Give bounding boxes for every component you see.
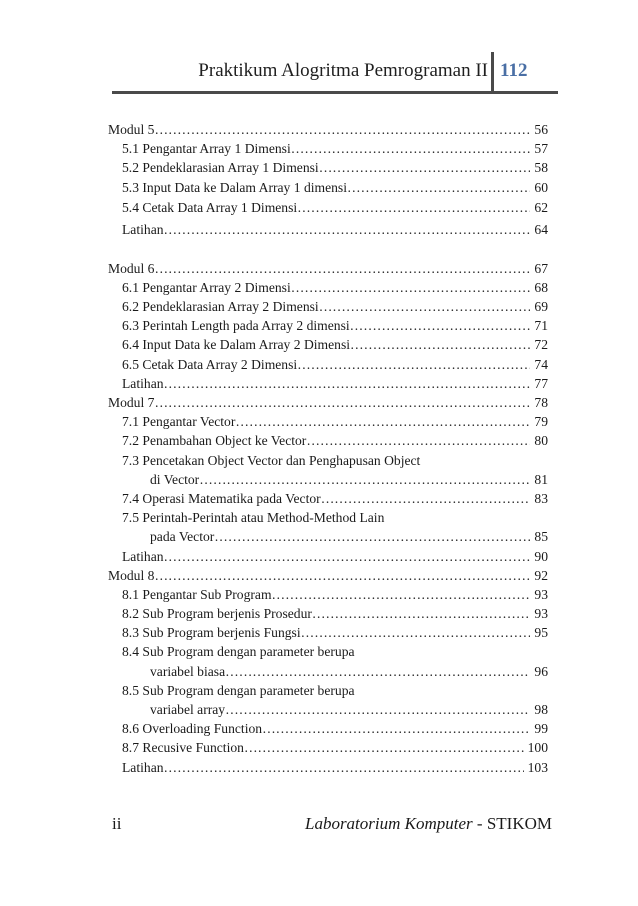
toc-entry-page: 81 <box>534 471 548 487</box>
toc-entry-page: 67 <box>534 260 548 276</box>
toc-entry-title: 8.6 Overloading Function <box>122 721 263 737</box>
toc-leader-dots <box>154 393 530 412</box>
toc-entry-title: 7.4 Operasi Matematika pada Vector <box>122 490 321 506</box>
toc-entry-title: 5.1 Pengantar Array 1 Dimensi <box>122 141 291 157</box>
toc-entry-title: 5.2 Pendeklarasian Array 1 Dimensi <box>122 160 319 176</box>
footer-separator: - <box>472 814 487 833</box>
toc-entry-page: 103 <box>527 759 548 775</box>
toc-leader-dots <box>291 278 531 297</box>
toc-gap <box>108 241 548 259</box>
toc-entry <box>108 508 548 527</box>
toc-leader-dots <box>272 585 531 604</box>
toc-entry-title: Latihan <box>122 548 164 564</box>
toc-entry <box>108 604 548 623</box>
toc-entry <box>108 393 548 412</box>
toc-entry <box>108 355 548 374</box>
toc-entry-page: 85 <box>534 529 548 545</box>
toc-entry-page: 83 <box>534 490 548 506</box>
toc-entry-title: Latihan <box>122 375 164 391</box>
toc-entry <box>108 719 548 738</box>
toc-entry-page: 72 <box>534 337 548 353</box>
toc-leader-dots <box>164 219 531 241</box>
toc-entry <box>108 316 548 335</box>
toc-entry-title: Latihan <box>122 221 164 237</box>
toc-entry <box>108 738 548 757</box>
footer-page-number: ii <box>112 814 122 833</box>
toc-entry-page: 99 <box>534 721 548 737</box>
toc-leader-dots <box>319 158 531 177</box>
toc-entry-title: Modul 5 <box>108 121 155 137</box>
toc-entry <box>108 566 548 585</box>
toc-entry <box>108 681 548 700</box>
toc-entry-page: 93 <box>534 606 548 622</box>
toc-entry-page: 64 <box>534 221 548 237</box>
toc-entry-title: 8.5 Sub Program dengan parameter berupa <box>122 682 355 698</box>
toc-entry-page: 62 <box>534 199 548 215</box>
toc-entry-title: variabel array <box>150 702 226 718</box>
toc-entry-title: 7.3 Pencetakan Object Vector dan Penghapusan Object <box>122 452 421 468</box>
toc-entry-title: Modul 7 <box>108 395 155 411</box>
toc-entry-title: variabel biasa <box>150 663 226 679</box>
header-rule <box>112 91 558 94</box>
toc-entry-page: 57 <box>534 141 548 157</box>
toc-entry-page: 60 <box>534 179 548 195</box>
toc-entry <box>108 585 548 604</box>
toc-entry-title: 7.2 Penambahan Object ke Vector <box>122 433 307 449</box>
toc-entry-page: 96 <box>534 663 548 679</box>
book-title: Praktikum Alogritma Pemrograman II <box>198 60 488 81</box>
toc-entry <box>108 412 548 431</box>
toc-entry <box>108 259 548 278</box>
toc-leader-dots <box>154 566 530 585</box>
toc-entry <box>108 219 548 241</box>
toc-leader-dots <box>164 758 524 777</box>
toc-leader-dots <box>306 431 530 450</box>
toc-entry <box>108 489 548 508</box>
toc-entry <box>108 662 548 681</box>
toc-leader-dots <box>301 623 531 642</box>
footer-lab-name <box>305 814 552 834</box>
table-of-contents <box>108 120 548 777</box>
toc-entry-page: 69 <box>534 299 548 315</box>
toc-entry-page: 78 <box>534 395 548 411</box>
toc-entry-title: pada Vector <box>150 529 215 545</box>
toc-leader-dots <box>214 527 530 546</box>
footer-lab-italic: Laboratorium Komputer <box>304 814 473 833</box>
toc-leader-dots <box>154 120 530 139</box>
toc-leader-dots <box>164 547 531 566</box>
toc-entry-page: 80 <box>534 433 548 449</box>
toc-leader-dots <box>199 470 530 489</box>
toc-entry <box>108 643 548 662</box>
toc-entry <box>108 700 548 719</box>
toc-entry <box>108 336 548 355</box>
toc-entry <box>108 297 548 316</box>
toc-leader-dots <box>350 316 531 335</box>
toc-entry-title: 8.7 Recusive Function <box>122 740 244 756</box>
toc-leader-dots <box>225 700 530 719</box>
toc-entry-page: 71 <box>534 318 548 334</box>
toc-entry-title: 6.4 Input Data ke Dalam Array 2 Dimensi <box>122 337 351 353</box>
toc-entry <box>108 158 548 177</box>
footer-institution: STIKOM <box>486 814 552 833</box>
header-page-number: 112 <box>500 60 528 81</box>
toc-entry-title: 8.2 Sub Program berjenis Prosedur <box>122 606 312 622</box>
running-header <box>0 52 638 96</box>
toc-entry-page: 68 <box>534 279 548 295</box>
toc-entry <box>108 623 548 642</box>
toc-entry-title: 5.3 Input Data ke Dalam Array 1 dimensi <box>122 179 347 195</box>
toc-leader-dots <box>291 139 531 158</box>
toc-entry <box>108 374 548 393</box>
toc-entry-page: 58 <box>534 160 548 176</box>
toc-entry-title: 8.1 Pengantar Sub Program <box>122 586 272 602</box>
toc-leader-dots <box>347 178 530 197</box>
toc-entry-title: 6.3 Perintah Length pada Array 2 dimensi <box>122 318 350 334</box>
toc-entry-page: 79 <box>534 414 548 430</box>
toc-entry-title: 7.1 Pengantar Vector <box>122 414 236 430</box>
header-divider <box>491 52 494 94</box>
toc-leader-dots <box>319 297 531 316</box>
toc-leader-dots <box>350 335 530 354</box>
toc-leader-dots <box>235 412 530 431</box>
toc-leader-dots <box>154 259 530 278</box>
toc-entry-page: 92 <box>534 567 548 583</box>
toc-entry <box>108 547 548 566</box>
toc-entry <box>108 278 548 297</box>
toc-leader-dots <box>225 662 530 681</box>
toc-leader-dots <box>321 489 531 508</box>
toc-entry-title: 6.1 Pengantar Array 2 Dimensi <box>122 279 291 295</box>
toc-entry-title: Latihan <box>122 759 164 775</box>
toc-entry-title: di Vector <box>150 471 200 487</box>
toc-entry <box>108 758 548 777</box>
toc-entry <box>108 120 548 139</box>
toc-entry <box>108 178 548 197</box>
toc-leader-dots <box>297 355 530 374</box>
toc-entry <box>108 139 548 158</box>
toc-leader-dots <box>244 738 524 757</box>
toc-entry <box>108 451 548 470</box>
toc-entry-title: 7.5 Perintah-Perintah atau Method-Method Lain <box>122 510 385 526</box>
toc-entry-title: 6.5 Cetak Data Array 2 Dimensi <box>122 356 298 372</box>
toc-entry-page: 98 <box>534 702 548 718</box>
toc-entry <box>108 527 548 546</box>
toc-leader-dots <box>262 719 530 738</box>
toc-entry-page: 100 <box>527 740 548 756</box>
toc-entry <box>108 197 548 219</box>
toc-entry <box>108 470 548 489</box>
toc-entry-page: 93 <box>534 586 548 602</box>
toc-entry-title: Modul 6 <box>108 260 155 276</box>
toc-entry-page: 90 <box>534 548 548 564</box>
toc-entry-title: 6.2 Pendeklarasian Array 2 Dimensi <box>122 299 319 315</box>
toc-entry-page: 56 <box>534 121 548 137</box>
toc-entry-title: 8.3 Sub Program berjenis Fungsi <box>122 625 301 641</box>
toc-entry-title: 5.4 Cetak Data Array 1 Dimensi <box>122 199 298 215</box>
toc-entry <box>108 431 548 450</box>
toc-entry-page: 95 <box>534 625 548 641</box>
running-footer <box>0 808 638 838</box>
toc-entry-page: 77 <box>534 375 548 391</box>
toc-entry-page: 74 <box>534 356 548 372</box>
toc-leader-dots <box>164 374 531 393</box>
toc-entry-title: 8.4 Sub Program dengan parameter berupa <box>122 644 355 660</box>
toc-entry-title: Modul 8 <box>108 567 155 583</box>
toc-leader-dots <box>312 604 530 623</box>
toc-leader-dots <box>297 197 530 219</box>
